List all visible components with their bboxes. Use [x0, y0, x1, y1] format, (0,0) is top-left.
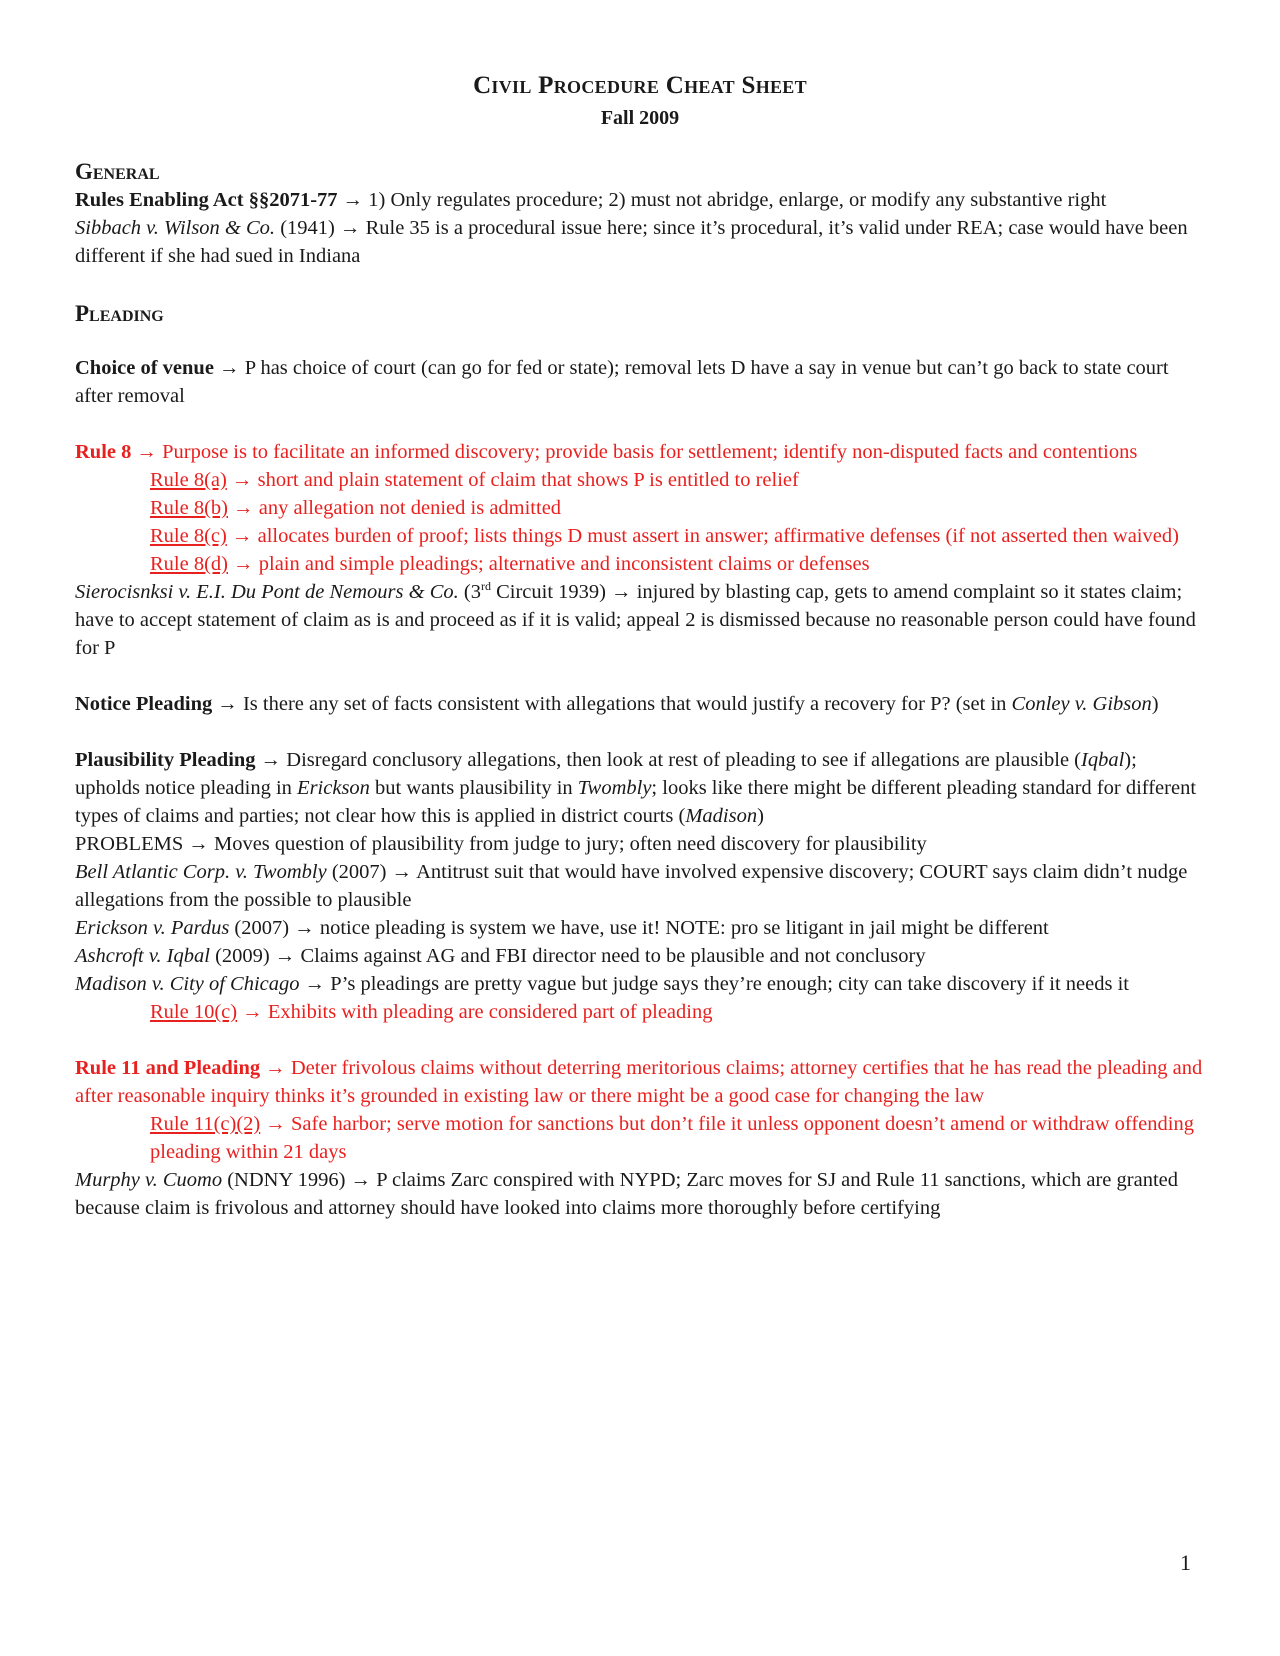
arrow-icon: →	[611, 581, 632, 603]
case-name: Murphy v. Cuomo	[75, 1169, 223, 1191]
document-subtitle: Fall 2009	[600, 107, 680, 129]
arrow-icon: →	[274, 945, 296, 967]
case-name: Bell Atlantic Corp. v. Twombly	[75, 861, 327, 883]
erickson-paragraph	[75, 914, 1205, 942]
plaus-text: Disregard conclusory allegations, then look at rest of pleading to see if allegations are plausible (	[286, 749, 1081, 771]
arrow-icon: →	[260, 749, 282, 771]
case-name: Twombly	[577, 777, 652, 799]
arrow-icon: →	[188, 833, 209, 855]
case-text: notice pleading is system we have, use it! NOTE: pro se litigant in jail might be different	[319, 917, 1049, 939]
case-name: Ashcroft v. Iqbal	[75, 945, 210, 967]
venue-text: P has choice of court (can go for fed or state); removal lets D have a say in venue but can’t go back to state court after removal	[75, 357, 1169, 407]
plaus-text: but wants plausibility in	[369, 777, 578, 799]
rule8b-item	[75, 494, 1205, 522]
problems-text: Moves question of plausibility from judge to jury; often need discovery for plausibility	[213, 833, 927, 855]
arrow-icon: →	[217, 693, 238, 715]
case-name: Sierocisnksi v. E.I. Du Pont de Nemours & Co.	[75, 581, 459, 603]
rule-text: short and plain statement of claim that shows P is entitled to relief	[257, 469, 799, 491]
venue-label: Choice of venue	[75, 357, 214, 379]
sierocinski-paragraph	[75, 578, 1205, 662]
section-heading-pleading: Pleading	[75, 301, 164, 326]
arrow-icon: →	[391, 861, 413, 883]
document-title: Civil Procedure Cheat Sheet	[473, 72, 807, 99]
section-heading-general: General	[75, 159, 160, 184]
rule8-paragraph	[75, 438, 1205, 466]
case-text: P claims Zarc conspired with NYPD; Zarc moves for SJ and Rule 11 sanctions, which are granted because claim is frivolous and attorney should have looked into claims more thoroughly before certifying	[75, 1169, 1178, 1219]
rea-text: 1) Only regulates procedure; 2) must not abridge, enlarge, or modify any substantive right	[368, 189, 1107, 211]
case-text: Antitrust suit that would have involved expensive discovery; COURT says claim didn’t nudge allegations from the possible to plausible	[75, 861, 1188, 911]
notice-text: Is there any set of facts consistent with allegations that would justify a recovery for P? (set in	[242, 693, 1007, 715]
plaus-text: )	[757, 805, 764, 827]
case-name: Madison v. City of Chicago	[75, 973, 300, 995]
arrow-icon: →	[233, 553, 254, 575]
arrow-icon: →	[233, 497, 254, 519]
document-page	[75, 72, 1205, 1222]
arrow-icon: →	[350, 1169, 372, 1191]
rule-ref: Rule 8(a)	[150, 469, 227, 491]
rule-ref: Rule 10(c)	[150, 1001, 238, 1023]
problems-paragraph	[75, 830, 1205, 858]
plausibility-label: Plausibility Pleading	[75, 749, 256, 771]
sibbach-paragraph	[75, 214, 1205, 270]
case-name: Erickson v. Pardus	[75, 917, 230, 939]
rule11-text: Deter frivolous claims without deterring meritorious claims; attorney certifies that he has read the pleading and after reasonable inquiry thinks it’s grounded in existing law or there might be a good case for changing the law	[75, 1057, 1203, 1107]
rule-ref: Rule 8(b)	[150, 497, 228, 519]
case-year: (1941)	[280, 217, 335, 239]
case-court-pre: (3	[463, 581, 481, 603]
arrow-icon: →	[136, 441, 157, 463]
case-year: (2007)	[234, 917, 290, 939]
rule8c-item	[75, 522, 1205, 550]
murphy-paragraph	[75, 1166, 1205, 1222]
arrow-icon: →	[304, 973, 326, 995]
case-name: Sibbach v. Wilson & Co.	[75, 217, 276, 239]
case-name: Iqbal	[1081, 749, 1125, 771]
notice-paragraph: Notice Pleading → Is there any set of facts consistent with allegations that would justify a recovery for P? (set in Conley v. Gibson)	[75, 693, 1159, 715]
page-number: 1	[1180, 1550, 1191, 1575]
case-text: Claims against AG and FBI director need to be plausible and not conclusory	[300, 945, 926, 967]
madison-paragraph	[75, 970, 1205, 998]
case-year: (2009)	[215, 945, 270, 967]
rule-ref: Rule 11(c)(2)	[150, 1113, 261, 1135]
arrow-icon: →	[219, 357, 240, 379]
case-text: Rule 35 is a procedural issue here; since it’s procedural, it’s valid under REA; case would have been different if she had sued in Indiana	[75, 217, 1188, 267]
case-court-post: Circuit 1939)	[490, 581, 606, 603]
rule-text: allocates burden of proof; lists things D must assert in answer; affirmative defenses (if not asserted then waived)	[257, 525, 1179, 547]
rule-text: any allegation not denied is admitted	[258, 497, 562, 519]
rule-text: Exhibits with pleading are considered part of pleading	[267, 1001, 713, 1023]
arrow-icon: →	[265, 1113, 286, 1135]
case-text: P’s pleadings are pretty vague but judge says they’re enough; city can take discovery if it needs it	[330, 973, 1129, 995]
plausibility-paragraph	[75, 746, 1205, 830]
case-name: Madison	[685, 805, 758, 827]
case-year: (2007)	[331, 861, 387, 883]
rule-ref: Rule 8(d)	[150, 553, 228, 575]
plaus-text: ; looks like there might be different pleading standard for different types of claims and parties; not clear how this is applied in district courts (	[75, 777, 1197, 827]
iqbal-paragraph	[75, 942, 1205, 970]
rule11-label: Rule 11 and Pleading	[75, 1057, 261, 1079]
arrow-icon: →	[242, 1001, 263, 1023]
arrow-icon: →	[339, 217, 361, 239]
rule8d-item	[75, 550, 1205, 578]
case-name: Conley v. Gibson	[1011, 693, 1152, 715]
arrow-icon: →	[231, 525, 253, 547]
problems-label: PROBLEMS	[75, 833, 184, 855]
plaus-text: ); upholds notice pleading in	[75, 749, 1137, 799]
rule-text: plain and simple pleadings; alternative and inconsistent claims or defenses	[258, 553, 870, 575]
rule8a-item	[75, 466, 1205, 494]
case-year: (NDNY 1996)	[227, 1169, 346, 1191]
rea-paragraph	[75, 186, 1205, 214]
rule8-text: Purpose is to facilitate an informed discovery; provide basis for settlement; identify non-disputed facts and contentions	[162, 441, 1138, 463]
rule11-paragraph	[75, 1054, 1205, 1110]
case-court-sup: rd	[480, 579, 491, 594]
arrow-icon: →	[342, 189, 364, 211]
case-name: Erickson	[297, 777, 370, 799]
venue-paragraph	[75, 354, 1205, 410]
arrow-icon: →	[294, 917, 315, 939]
rule8-label: Rule 8	[75, 441, 132, 463]
arrow-icon: →	[231, 469, 253, 491]
rea-label: Rules Enabling Act §§2071-77	[75, 189, 338, 211]
arrow-icon: →	[265, 1057, 286, 1079]
notice-label: Notice Pleading	[75, 693, 213, 715]
rule-ref: Rule 8(c)	[150, 525, 227, 547]
twombly-paragraph	[75, 858, 1205, 914]
rule10c-item	[75, 998, 1205, 1026]
rule11c2-item	[75, 1110, 1205, 1166]
rule-text: Safe harbor; serve motion for sanctions but don’t file it unless opponent doesn’t amend or withdraw offending pleading within 21 days	[150, 1113, 1194, 1163]
case-text: injured by blasting cap, gets to amend complaint so it states claim; have to accept statement of claim as is and proceed as if it is valid; appeal 2 is dismissed because no reasonable person could have found for P	[75, 581, 1196, 659]
